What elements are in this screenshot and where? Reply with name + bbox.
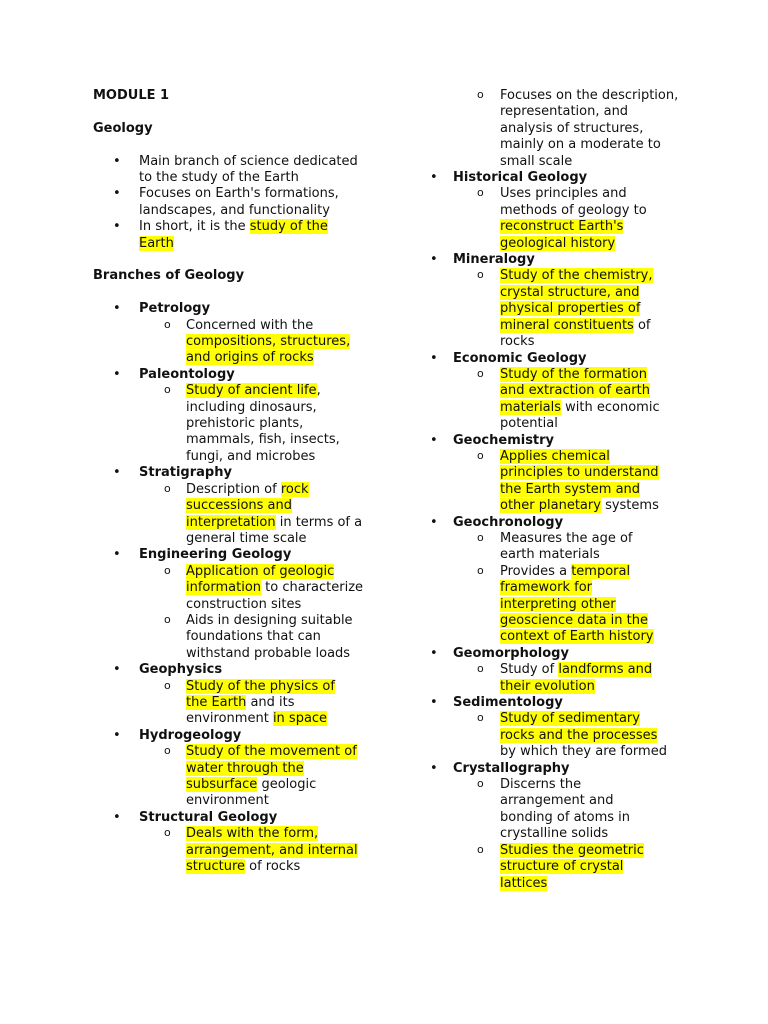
branch-name: • Geophysics (93, 662, 383, 678)
intro-bullet: • Main branch of science dedicated to the study of the Earth (93, 154, 359, 187)
branch-name: • Petrology (93, 301, 383, 317)
branch-detail: o Discerns the arrangement and bonding of atoms in crystalline solids (453, 777, 655, 843)
intro-bullet: • Focuses on Earth's formations, landscapes, and functionality (93, 186, 359, 219)
branch-detail: o Uses principles and methods of geology to reconstruct Earth's geological history (453, 186, 668, 252)
branch-detail: o Measures the age of earth materials (453, 531, 660, 564)
branch-name: • Geochronology (453, 515, 698, 531)
branch-name: • Economic Geology (453, 351, 698, 367)
branch-detail: o Study of landforms and their evolution (453, 662, 672, 695)
branch-detail: o Focuses on the description, representation, and analysis of structures, mainly on a moderate to small scale (453, 88, 680, 170)
intro-bullet: • In short, it is the study of the Earth (93, 219, 359, 252)
branch-name: • Geochemistry (453, 433, 698, 449)
branch-detail: o Study of the formation and extraction of earth materials with economic potential (453, 367, 672, 433)
left-column (93, 88, 383, 875)
module-title: MODULE 1 (93, 88, 170, 103)
branch-detail: o Application of geologic information to characterize construction sites (93, 564, 366, 613)
section-title: Geology (93, 120, 153, 136)
branch-detail: o Aids in designing suitable foundations that can withstand probable loads (93, 613, 366, 662)
branch-detail: o Study of the chemistry, crystal structure, and physical properties of mineral constituents of rocks (453, 268, 670, 350)
branch-name: • Stratigraphy (93, 465, 383, 481)
branch-detail: o Concerned with the compositions, structures, and origins of rocks (93, 318, 366, 367)
branch-detail: o Description of rock successions and interpretation in terms of a general time scale (93, 482, 366, 548)
branch-name: • Hydrogeology (93, 728, 383, 744)
branch-name: • Crystallography (453, 761, 698, 777)
branch-name: • Sedimentology (453, 695, 698, 711)
branch-name: • Geomorphology (453, 646, 698, 662)
right-column (453, 88, 698, 892)
branches-title: Branches of Geology (93, 268, 245, 284)
branch-detail: o Studies the geometric structure of crystal lattices (453, 843, 660, 892)
branch-name: • Historical Geology (453, 170, 698, 186)
branch-detail: o Study of the physics of the Earth and its environment in space (93, 679, 356, 728)
branch-detail: o Study of ancient life, including dinosaurs, prehistoric plants, mammals, fish, insects, fungi, and microbes (93, 383, 356, 465)
branch-detail: o Study of the movement of water through the subsurface geologic environment (93, 744, 361, 810)
branch-detail: o Study of sedimentary rocks and the processes by which they are formed (453, 711, 672, 760)
branch-detail: o Deals with the form, arrangement, and internal structure of rocks (93, 826, 366, 875)
branch-name: • Mineralogy (453, 252, 698, 268)
branch-name: • Engineering Geology (93, 547, 383, 563)
branch-name: • Paleontology (93, 367, 383, 383)
branch-detail: o Provides a temporal framework for interpreting other geoscience data in the context of Earth history (453, 564, 672, 646)
branch-detail: o Applies chemical principles to understand the Earth system and other planetary systems (453, 449, 672, 515)
branch-name: • Structural Geology (93, 810, 383, 826)
